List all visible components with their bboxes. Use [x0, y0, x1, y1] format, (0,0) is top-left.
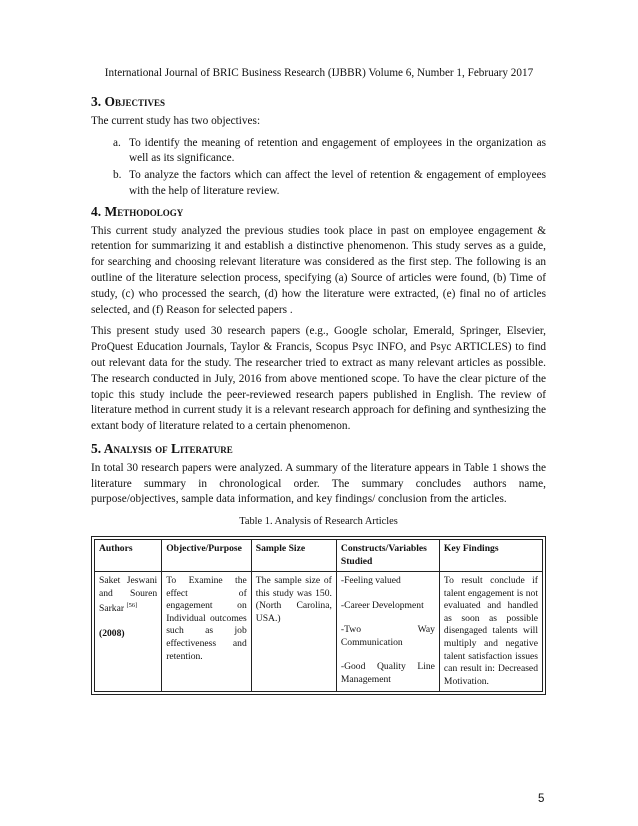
list-item-label: b.: [113, 169, 122, 182]
cell-findings: To result conclude if talent engagement is not evaluated and handled as soon as possible disengaged talents will multiply and negative talent satisfaction issues can result in: Decreased Motivation.: [439, 572, 542, 692]
construct-item: -Two Way Communication: [340, 624, 435, 648]
methodology-paragraph-2: This present study used 30 research papers (e.g., Google scholar, Emerald, Springer, Elsevier, ProQuest Education Journals, Taylor & Francis, Scopus Psyc INFO, and Psyc ARTICLES) to find out relevant data for the study. The researcher tried to extract as many relevant articles as possible. The research conducted in July, 2016 from above mentioned scope. To have the clear picture of the topic this study include the peer-reviewed research papers published in English. The review of literature method in current study it is a relevant research approach for defining and synthesizing the extant body of literature related to a certain phenomenon.: [91, 325, 546, 433]
cell-sample: The sample size of this study was 150. (North Carolina, USA.): [251, 572, 336, 692]
analysis-paragraph: In total 30 research papers were analyzed. A summary of the literature appears in Table 1 shows the literature summary in chronological order. The summary concludes authors name, purpose/objectives, sample data information, and key findings/ conclusion from the articles.: [91, 461, 546, 506]
table-row: [95, 572, 543, 692]
construct-item: -Good Quality Line Management: [340, 661, 435, 686]
column-header-authors: Authors: [95, 539, 162, 571]
cell-authors: [95, 572, 162, 692]
methodology-heading: 4. Methodology: [91, 203, 184, 219]
list-item: [91, 168, 546, 200]
list-item-text: To identify the meaning of retention and engagement of employees in the organization as well as its significance.: [129, 136, 546, 165]
table-caption: Table 1. Analysis of Research Articles: [239, 516, 398, 528]
cell-constructs: [336, 572, 439, 692]
objectives-list: [91, 136, 546, 200]
construct-item: -Feeling valued: [340, 575, 401, 587]
authors-names: Saket Jeswani and Souren Sarkar: [99, 575, 158, 615]
table-header-row: [95, 539, 543, 571]
objectives-intro: The current study has two objectives:: [91, 114, 261, 127]
journal-header: International Journal of BRIC Business Research (IJBBR) Volume 6, Number 1, February 2017: [104, 67, 534, 79]
methodology-paragraph-1: This current study analyzed the previous studies took place in past on employee engagement & retention for summarizing it and establish a distinctive phenomenon. This study serves as a guide, for searching and choosing relevant literature was considered as the first step. The following is an outline of the literature selection process, specifying (a) Source of articles were found, (b) Time of study, (c) who processed the search, (d) how the literature were extracted, (e) final no of articles selected, and (f) Reason for selected papers .: [91, 224, 546, 316]
publication-year: (2008): [99, 628, 125, 640]
construct-item: -Career Development: [340, 599, 424, 611]
page-content: [91, 94, 546, 695]
column-header-objective: Objective/Purpose: [162, 539, 252, 571]
list-item-text: To analyze the factors which can affect the level of retention & engagement of employees with the help of literature review.: [129, 169, 546, 197]
page-number: 5: [538, 793, 545, 805]
column-header-constructs: Constructs/Variables Studied: [336, 539, 439, 571]
column-header-findings: Key Findings: [439, 539, 542, 571]
literature-table: [94, 539, 543, 693]
list-item-label: a.: [113, 136, 121, 149]
table-frame: [91, 536, 546, 696]
column-header-sample: Sample Size: [251, 539, 336, 571]
reference-number: [56]: [126, 602, 138, 610]
cell-objective: To Examine the effect of engagement on Individual outcomes such as job effectiveness and retention.: [162, 572, 252, 692]
objectives-heading: 3. Objectives: [91, 94, 166, 109]
list-item: [91, 136, 546, 168]
analysis-heading: 5. Analysis of Literature: [91, 440, 233, 456]
